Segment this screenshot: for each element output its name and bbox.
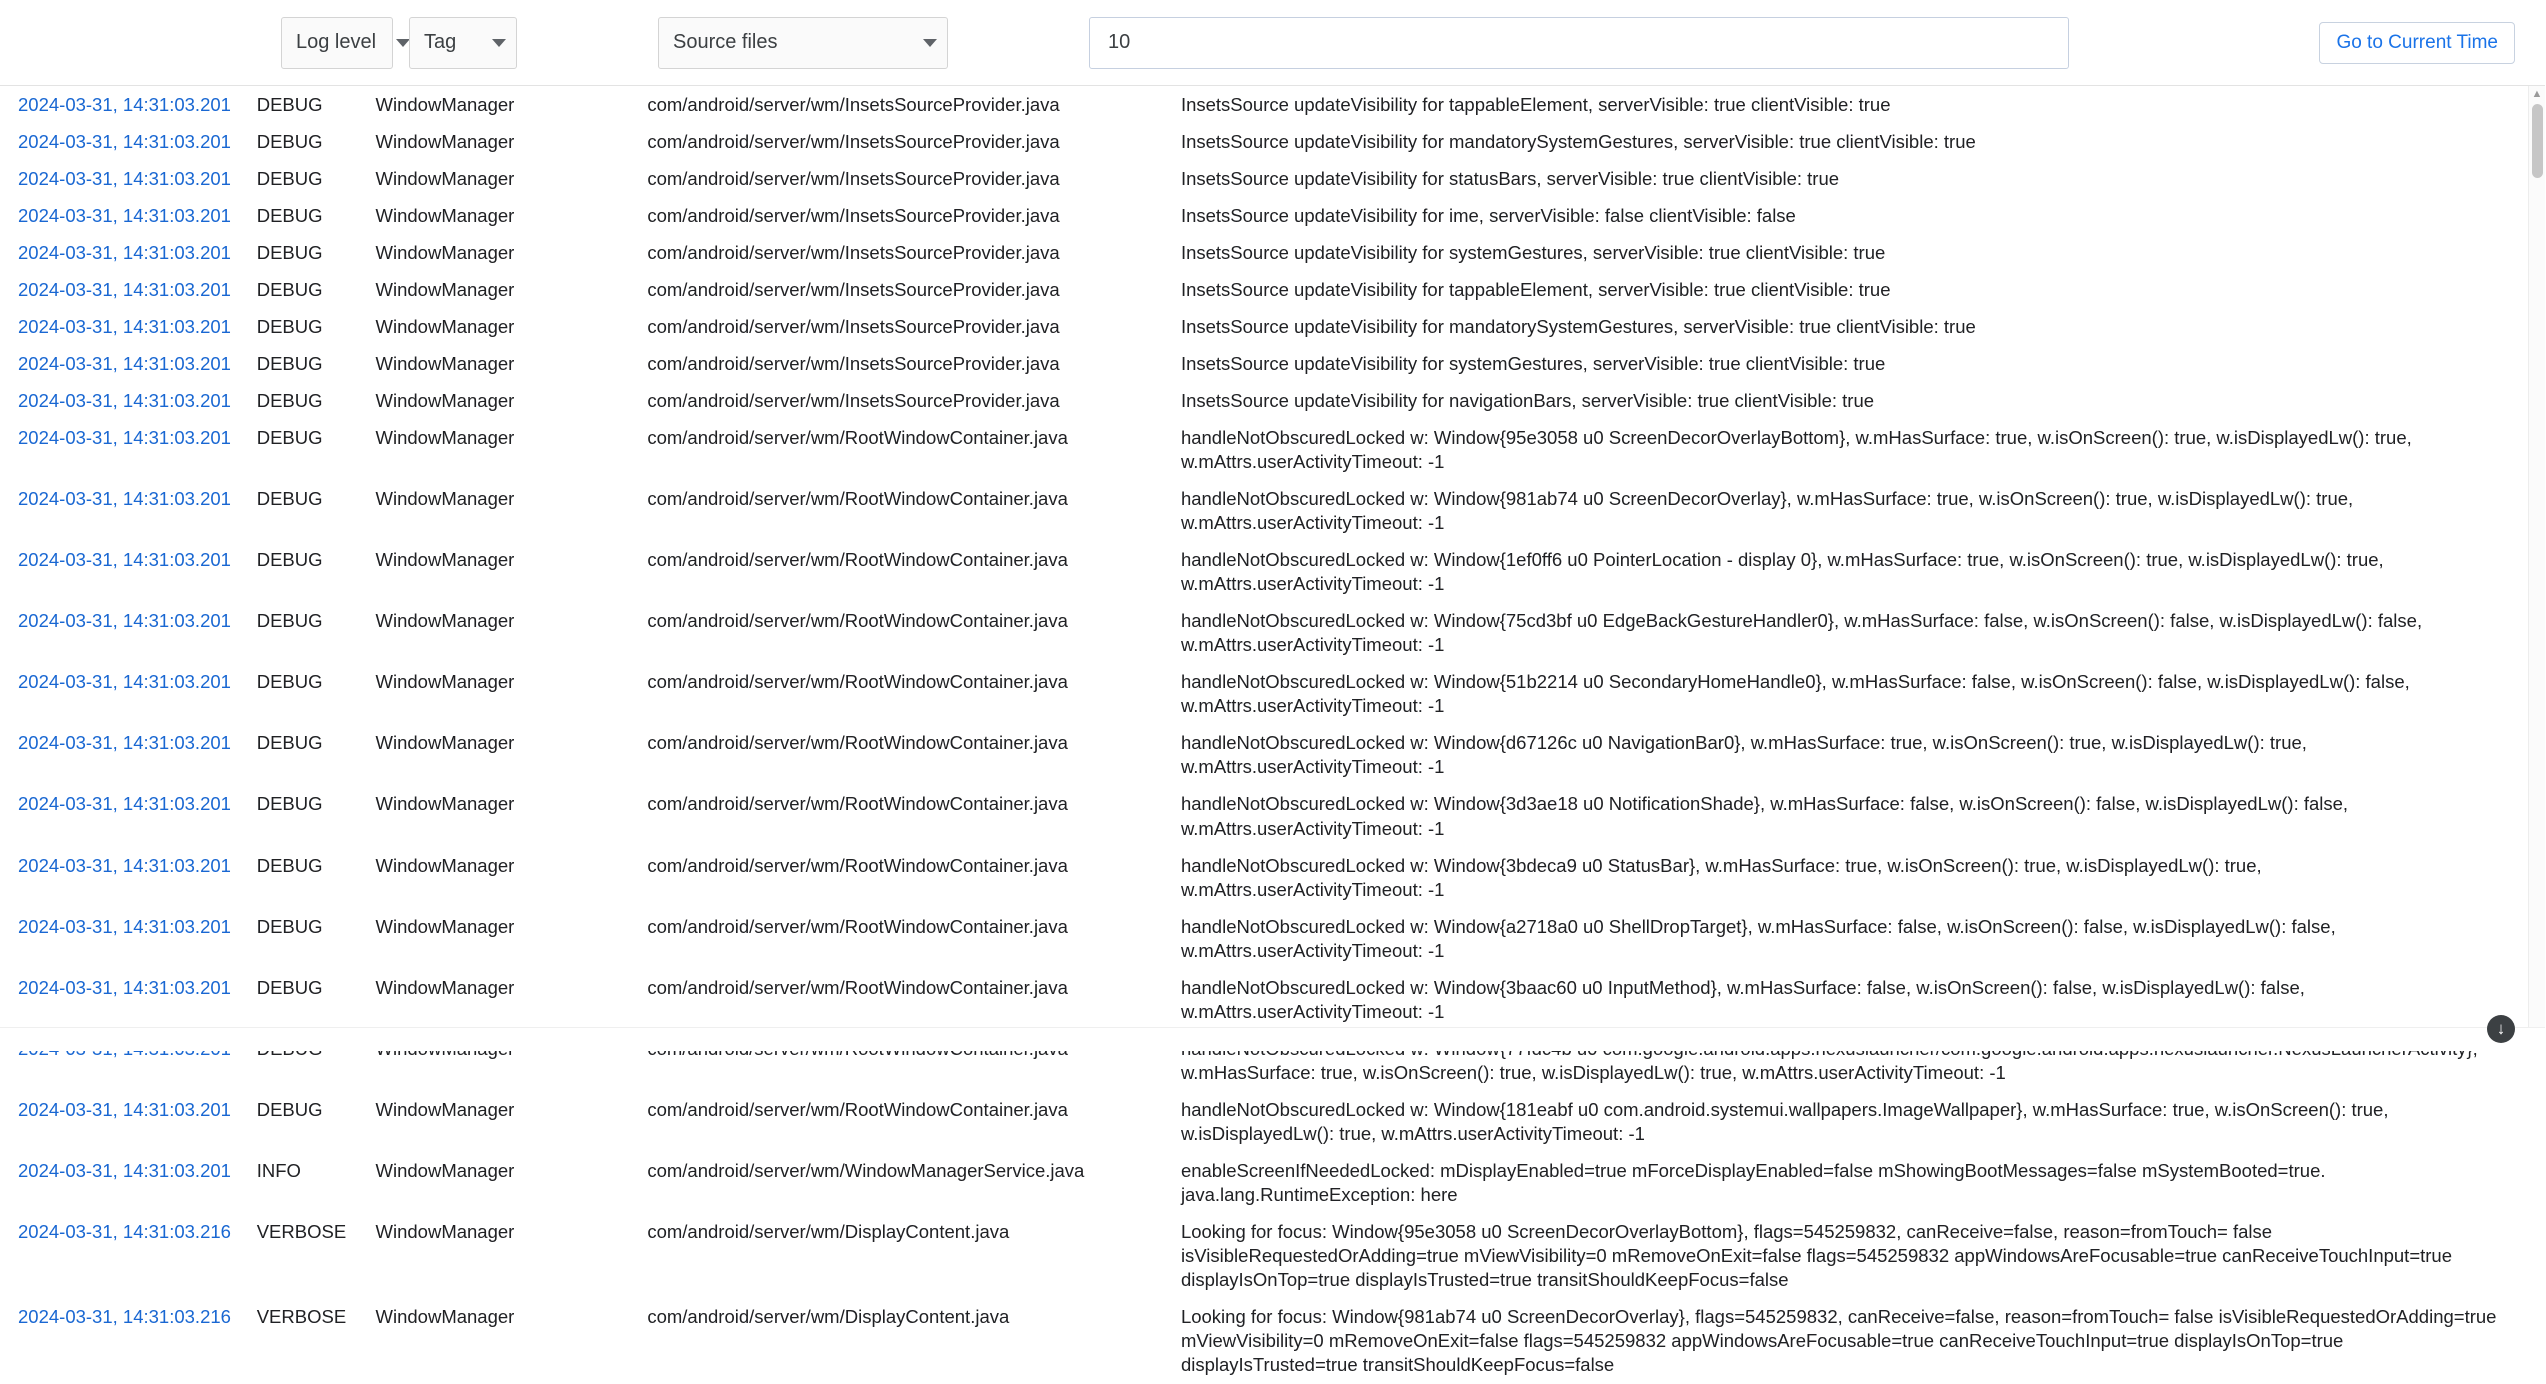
log-row[interactable] [0,382,2520,419]
log-row-message: InsetsSource updateVisibility for statusBars, serverVisible: true clientVisible: true [1180,167,1840,189]
log-row[interactable] [0,345,2520,382]
log-row[interactable] [0,908,2520,969]
log-row-message: handleNotObscuredLocked w: Window{981ab74 u0 ScreenDecorOverlay}, w.mHasSurface: true, w.isOnScreen(): true, w.isDisplayedLw(): true, w.mAttrs.userActivityTimeout: -1 [1180,488,2354,534]
log-row-timestamp: 2024-03-31, 14:31:03.201 [18,854,231,876]
log-row[interactable] [0,271,2520,308]
log-row-message: enableScreenIfNeededLocked: mDisplayEnabled=true mForceDisplayEnabled=false mShowingBootMessages=false mSystemBooted=true. java.lang.RuntimeException: here [1180,1160,2326,1206]
log-row-level: VERBOSE [256,1306,347,1328]
log-row[interactable] [0,664,2520,725]
log-row-source-file: com/android/server/wm/RootWindowContainer.java [647,671,1068,693]
log-row-timestamp: 2024-03-31, 14:31:03.201 [18,241,231,263]
log-row[interactable] [0,160,2520,197]
log-row-message: handleNotObscuredLocked w: Window{3bdeca9 u0 StatusBar}, w.mHasSurface: true, w.isOnScreen(): true, w.isDisplayedLw(): true, w.mAttrs.userActivityTimeout: -1 [1180,854,2262,900]
log-row-level: DEBUG [256,671,323,693]
chevron-down-icon [492,39,506,47]
log-row-level: DEBUG [256,130,323,152]
log-row-timestamp: 2024-03-31, 14:31:03.201 [18,278,231,300]
log-row-timestamp: 2024-03-31, 14:31:03.201 [18,549,231,571]
log-row-message: handleNotObscuredLocked w: Window{a2718a0 u0 ShellDropTarget}, w.mHasSurface: false, w.isOnScreen(): false, w.isDisplayedLw(): false, w.mAttrs.userActivityTimeout: -1 [1180,915,2336,961]
log-row-timestamp: 2024-03-31, 14:31:03.201 [18,93,231,115]
log-row-level: DEBUG [256,278,323,300]
log-row-timestamp: 2024-03-31, 14:31:03.201 [18,793,231,815]
log-row-tag: WindowManager [375,732,515,754]
log-list[interactable] [0,86,2545,1376]
log-row-level: DEBUG [256,315,323,337]
log-row-level: DEBUG [256,204,323,226]
log-row-message: w.mHasSurface: true, w.isOnScreen(): true, w.isDisplayedLw(): true, w.mAttrs.userActivityTimeout: -1 [1180,1061,2006,1083]
log-row-level: DEBUG [256,426,323,448]
log-row[interactable] [0,481,2520,542]
log-row-message: handleNotObscuredLocked w: Window{3d3ae18 u0 NotificationShade}, w.mHasSurface: false, w.isOnScreen(): false, w.isDisplayedLw(): false, w.mAttrs.userActivityTimeout: -1 [1180,793,2349,839]
log-row-source-file: com/android/server/wm/RootWindowContainer.java [647,610,1068,632]
log-row-source-file: com/android/server/wm/DisplayContent.java [647,1306,1010,1328]
go-to-current-time-button[interactable] [2319,22,2515,64]
log-row-tag: WindowManager [375,488,515,510]
log-row-tag: WindowManager [375,241,515,263]
log-row-timestamp: 2024-03-31, 14:31:03.201 [18,610,231,632]
log-table-body [0,86,2520,1384]
search-box[interactable] [1089,17,2069,69]
go-to-current-time-label: Go to Current Time [2336,32,2498,53]
log-row-tag: WindowManager [375,389,515,411]
log-row-tag: WindowManager [375,915,515,937]
log-row-message: handleNotObscuredLocked w: Window{75cd3bf u0 EdgeBackGestureHandler0}, w.mHasSurface: false, w.isOnScreen(): false, w.isDisplayedLw(): false, w.mAttrs.userActivityTimeout: -1 [1180,610,2423,656]
log-row-source-file: com/android/server/wm/RootWindowContainer.java [647,426,1068,448]
log-row-level: INFO [256,1160,301,1182]
log-row-tag: WindowManager [375,1306,515,1328]
log-level-dropdown[interactable] [281,17,393,69]
log-row[interactable] [0,197,2520,234]
log-row-timestamp: 2024-03-31, 14:31:03.216 [18,1306,231,1328]
log-row-level: DEBUG [256,732,323,754]
log-row-source-file: com/android/server/wm/WindowManagerService.java [647,1160,1085,1182]
log-row[interactable] [0,847,2520,908]
log-row-level: DEBUG [256,976,323,998]
log-row-level: DEBUG [256,389,323,411]
log-row-message: InsetsSource updateVisibility for systemGestures, serverVisible: true clientVisible: true [1180,241,1886,263]
log-row-timestamp: 2024-03-31, 14:31:03.201 [18,167,231,189]
log-row-message: InsetsSource updateVisibility for ime, serverVisible: false clientVisible: false [1180,204,1796,226]
log-row-message: Looking for focus: Window{981ab74 u0 ScreenDecorOverlay}, flags=545259832, canReceive=false, reason=fromTouch= false isVisibleRequestedOrAdding=true mViewVisibility=0 mRemoveOnExit=false flags=545259832 appWindowsAreFocusable=true canReceiveTouchInput=true displayIsOnTop=true displayIsTrusted=true transitShouldKeepFocus=false [1180,1306,2497,1376]
log-row-source-file: com/android/server/wm/RootWindowContainer.java [647,1098,1068,1120]
log-row-tag: WindowManager [375,204,515,226]
log-row-source-file: com/android/server/wm/InsetsSourceProvider.java [647,167,1060,189]
log-row-tag: WindowManager [375,315,515,337]
log-row-message: InsetsSource updateVisibility for navigationBars, serverVisible: true clientVisible: true [1180,389,1875,411]
log-row-tag: WindowManager [375,610,515,632]
log-row-source-file: com/android/server/wm/InsetsSourceProvider.java [647,130,1060,152]
log-row-level: DEBUG [256,167,323,189]
log-row-source-file: com/android/server/wm/InsetsSourceProvider.java [647,241,1060,263]
log-row-source-file: com/android/server/wm/RootWindowContainer.java [647,488,1068,510]
log-row-tag: WindowManager [375,278,515,300]
tag-dropdown-label: Tag [424,31,457,53]
source-files-dropdown[interactable] [658,17,948,69]
log-row-message: InsetsSource updateVisibility for mandatorySystemGestures, serverVisible: true clientVisible: true [1180,315,1976,337]
log-row-level: DEBUG [256,793,323,815]
log-row-timestamp: 2024-03-31, 14:31:03.201 [18,426,231,448]
filter-toolbar [0,0,2545,86]
log-row[interactable] [0,123,2520,160]
log-row[interactable] [0,725,2520,786]
log-row-level: DEBUG [256,93,323,115]
log-row-timestamp: 2024-03-31, 14:31:03.201 [18,488,231,510]
log-row-message: handleNotObscuredLocked w: Window{1ef0ff6 u0 PointerLocation - display 0}, w.mHasSurface: true, w.isOnScreen(): true, w.isDisplayedLw(): true, w.mAttrs.userActivityTimeout: -1 [1180,549,2384,595]
log-row-tag: WindowManager [375,854,515,876]
log-row-timestamp: 2024-03-31, 14:31:03.201 [18,315,231,337]
log-row[interactable] [0,786,2520,847]
log-row[interactable] [0,308,2520,345]
log-row-level: DEBUG [256,241,323,263]
log-row-message: Looking for focus: Window{95e3058 u0 ScreenDecorOverlayBottom}, flags=545259832, canReceive=false, reason=fromTouch= false isVisibleRequestedOrAdding=true mViewVisibility=0 mRemoveOnExit=false flags=545259832 appWindowsAreFocusable=true canReceiveTouchInput=true displayIsOnTop=true displayIsTrusted=true transitShouldKeepFocus=false [1180,1221,2453,1291]
log-row-source-file: com/android/server/wm/RootWindowContainer.java [647,854,1068,876]
search-input[interactable] [1106,30,2052,55]
log-row-timestamp: 2024-03-31, 14:31:03.201 [18,389,231,411]
log-level-dropdown-label: Log level [296,31,377,53]
log-row-message: handleNotObscuredLocked w: Window{181eabf u0 com.android.systemui.wallpapers.ImageWallpaper}, w.mHasSurface: true, w.isOnScreen(): true, w.isDisplayedLw(): true, w.mAttrs.userActivityTimeout: -1 [1180,1098,2389,1144]
log-row-tag: WindowManager [375,352,515,374]
log-row-timestamp: 2024-03-31, 14:31:03.201 [18,671,231,693]
source-files-dropdown-label: Source files [673,31,778,53]
log-row-level: VERBOSE [256,1221,347,1243]
log-row-source-file: com/android/server/wm/RootWindowContainer.java [647,976,1068,998]
log-row-message: InsetsSource updateVisibility for systemGestures, serverVisible: true clientVisible: true [1180,352,1886,374]
log-row[interactable] [0,1214,2520,1299]
log-row[interactable] [0,1091,2520,1152]
log-row-source-file: com/android/server/wm/RootWindowContainer.java [647,915,1068,937]
log-row-tag: WindowManager [375,549,515,571]
chevron-down-icon [396,39,410,47]
log-row-source-file: com/android/server/wm/RootWindowContainer.java [647,793,1068,815]
log-row[interactable] [0,542,2520,603]
log-row-timestamp: 2024-03-31, 14:31:03.201 [18,976,231,998]
log-row[interactable] [0,1153,2520,1214]
log-row-source-file: com/android/server/wm/InsetsSourceProvider.java [647,389,1060,411]
log-row-tag: WindowManager [375,93,515,115]
bottom-strip [0,1027,2545,1051]
vertical-scrollbar[interactable] [2528,86,2545,1051]
log-row-timestamp: 2024-03-31, 14:31:03.216 [18,1221,231,1243]
log-row-tag: WindowManager [375,1221,515,1243]
log-row-level: DEBUG [256,610,323,632]
log-row-message: InsetsSource updateVisibility for tappableElement, serverVisible: true clientVisible: true [1180,278,1891,300]
log-row-level: DEBUG [256,549,323,571]
log-row-source-file: com/android/server/wm/InsetsSourceProvider.java [647,93,1060,115]
log-row-level: DEBUG [256,1098,323,1120]
log-row-level: DEBUG [256,352,323,374]
log-row-source-file: com/android/server/wm/RootWindowContainer.java [647,549,1068,571]
log-row-timestamp: 2024-03-31, 14:31:03.201 [18,1098,231,1120]
log-row-timestamp: 2024-03-31, 14:31:03.201 [18,352,231,374]
log-row-source-file: com/android/server/wm/InsetsSourceProvider.java [647,315,1060,337]
log-row-source-file: com/android/server/wm/InsetsSourceProvider.java [647,278,1060,300]
log-row-tag: WindowManager [375,130,515,152]
log-row-timestamp: 2024-03-31, 14:31:03.201 [18,732,231,754]
log-row-timestamp: 2024-03-31, 14:31:03.201 [18,130,231,152]
scrollbar-thumb[interactable] [2532,104,2543,178]
log-row-timestamp: 2024-03-31, 14:31:03.201 [18,204,231,226]
log-row-message: handleNotObscuredLocked w: Window{3baac60 u0 InputMethod}, w.mHasSurface: false, w.isOnScreen(): false, w.isDisplayedLw(): false, w.mAttrs.userActivityTimeout: -1 [1180,976,2305,1022]
log-row-timestamp: 2024-03-31, 14:31:03.201 [18,915,231,937]
log-row[interactable] [0,1299,2520,1384]
scroll-up-arrow-icon[interactable]: ▲ [2531,88,2543,100]
log-row[interactable] [0,86,2520,123]
log-row-message: InsetsSource updateVisibility for mandatorySystemGestures, serverVisible: true clientVisible: true [1180,130,1976,152]
log-row[interactable] [0,969,2520,1030]
scroll-to-bottom-icon[interactable]: ↓ [2487,1015,2515,1043]
chevron-down-icon [923,39,937,47]
log-row-source-file: com/android/server/wm/InsetsSourceProvider.java [647,204,1060,226]
log-row-level: DEBUG [256,488,323,510]
tag-dropdown[interactable] [409,17,517,69]
log-table [0,86,2520,1384]
log-row-message: handleNotObscuredLocked w: Window{d67126c u0 NavigationBar0}, w.mHasSurface: true, w.isOnScreen(): true, w.isDisplayedLw(): true, w.mAttrs.userActivityTimeout: -1 [1180,732,2307,778]
log-row-source-file: com/android/server/wm/RootWindowContainer.java [647,732,1068,754]
log-row-message: InsetsSource updateVisibility for tappableElement, serverVisible: true clientVisible: true [1180,93,1891,115]
log-row[interactable] [0,419,2520,480]
log-row-tag: WindowManager [375,426,515,448]
log-row[interactable] [0,603,2520,664]
log-row-tag: WindowManager [375,1098,515,1120]
log-row-tag: WindowManager [375,1160,515,1182]
log-row-message: handleNotObscuredLocked w: Window{51b2214 u0 SecondaryHomeHandle0}, w.mHasSurface: false, w.isOnScreen(): false, w.isDisplayedLw(): false, w.mAttrs.userActivityTimeout: -1 [1180,671,2410,717]
log-row-tag: WindowManager [375,671,515,693]
log-row-message: handleNotObscuredLocked w: Window{95e3058 u0 ScreenDecorOverlayBottom}, w.mHasSurface: true, w.isOnScreen(): true, w.isDisplayedLw(): true, w.mAttrs.userActivityTimeout: -1 [1180,426,2412,472]
log-row-tag: WindowManager [375,167,515,189]
log-row-source-file: com/android/server/wm/InsetsSourceProvider.java [647,352,1060,374]
log-row-source-file: com/android/server/wm/DisplayContent.java [647,1221,1010,1243]
log-row-level: DEBUG [256,915,323,937]
log-row-tag: WindowManager [375,793,515,815]
log-row-timestamp: 2024-03-31, 14:31:03.201 [18,1160,231,1182]
log-row-level: DEBUG [256,854,323,876]
log-row[interactable] [0,234,2520,271]
log-row-tag: WindowManager [375,976,515,998]
